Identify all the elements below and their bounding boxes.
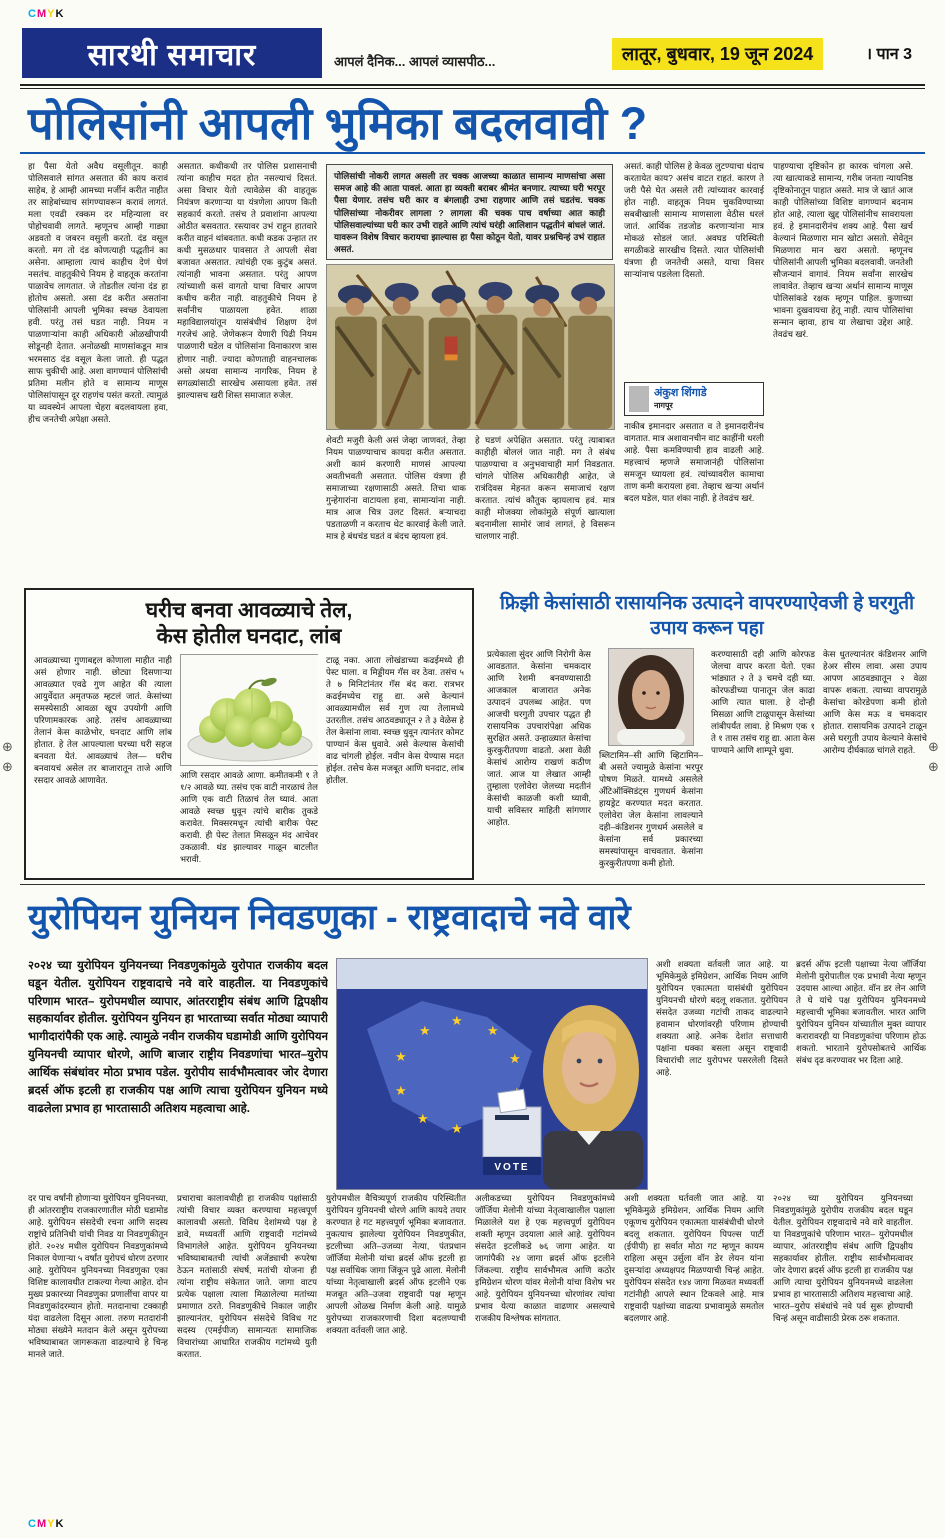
svg-text:★: ★ bbox=[451, 1014, 463, 1029]
amla-oil-article-box bbox=[24, 588, 474, 880]
lead-headline: पोलिसांनी आपली भुमिका बदलवावी ? bbox=[28, 98, 648, 149]
article1-pull-quote: पोलिसांची नोकरी लागत असली तर चक्क आजच्या काळात सामान्य माणसांचा असा समज आहे की आता पावलं. आता हा व्यक्ती बराबर श्रीमंत बनणार. त्याच्या घरी भरपूर पैसा येणार. तसंच घरी कार व बंगलाही उभा राहणार आणि तसं घडतंच. चक्क पोलिसांच्या नोकरीवर लागला ? लागला की चक्क पाच वर्षाच्या आत काही पोलिसवाल्यांच्या घरी कार उभी राहते आणि त्यांचं घरंही आलिशान पद्धतीनं बांधलं जातं. यावरून विशेष विचार करायचा झाल्यास हा पैसा कोठून येतो, यावर प्रश्नचिन्हं उभं राहात असतं. bbox=[326, 164, 613, 260]
cmyk-letter-m: M bbox=[36, 1518, 48, 1530]
svg-text:★: ★ bbox=[395, 1084, 407, 1099]
eu-elections-photo bbox=[336, 958, 648, 1190]
amla-headline-line2: केस होतील घनदाट, लांब bbox=[156, 625, 342, 649]
cmyk-print-marks-top bbox=[28, 8, 64, 20]
woman-photo bbox=[608, 648, 694, 746]
newspaper-title: सारथी समाचार bbox=[87, 38, 257, 72]
author-photo bbox=[629, 386, 649, 412]
article1-column-1: हा पैसा येतो अवैध वसूलीतून. काही पोलिसवाले सांगत असतात की काय करावं साहेब, हे आम्ही आमच्या मर्जीनं करीत नाहीत तर साहेबांच्याच सांगण्यावरून करावं लागतं. मला एवढी रक्कम दर महिन्याला वर पोहोचवावी लागते. म्हणूनच आम्ही गाड्या अडवतो व जबरन वसुली करतो. दंड वसूल करतो. मग तो दंड कोणत्याही पद्धतीनं का असेना. आम्हाला त्याचं काहीच देणं घेणं नसतंच. वाहतुकीचे नियम हे वाहतूक करतांना पाळावेच लागतात. जे तोडतील त्यांना दंड हा होतोच असतो. असा दंड करीत असतांना पोलिसांनी आपली भुमिका स्वच्छ ठेवायला हवी. परंतु तसं घडत नाही. नियम न पाळणाऱ्यांना काही अधिकारी ओळखीपायी सोडूनही देतात. अनोळखी माणसांकडून मात्र भरमसाठ दंड वसूल केला जातो. ही पद्धत साफ चुकीची आहे. अशा वागण्यानं पोलिसांची प्रतिमा मलीन होते व सामान्य माणूस पोलिसांपासून दूर राहणंच पसंत करतो. त्यामुळं या व्यवस्थेनं आपला चेहरा बदलवायला हवा, हीच जनतेची अपेक्षा असते. bbox=[28, 161, 168, 424]
svg-text:★: ★ bbox=[509, 1052, 521, 1067]
masthead-tagline: आपलं दैनिक... आपलं व्यासपीठ... bbox=[334, 54, 496, 69]
eu-column-right-b: ब्रदर्स ऑफ इटली पक्षाच्या नेत्या जॉर्जिया मेलोनी युरोपातील एक प्रभावी नेत्या म्हणून उदयास आल्या आहेत. वॉन डर लेन आणि ते घे यांचे पक्ष युरोपियन युनियनमध्ये महत्त्वाची भूमिका बजावतील. भारत आणि युरोपियन युनियन यांच्यातील मुक्त व्यापार करारावरही या निवडणुकांचा परिणाम होऊ शकतो. भारताने युरोपसोबतचे आर्थिक संबंध दृढ करण्यावर भर दिला आहे. bbox=[796, 959, 926, 1066]
article1-column-3: शेवटी मजुरी केली असं जेव्हा जाणवतं, तेव्हा नियम पाळण्याचाच कायदा करीत असतात. अशी कामं करणारी माणसं आपल्या अवतीभवती असतात. पोलिस यंत्रणा ही समाजाच्या रक्षणासाठी असते. तिचा धाक गुन्हेगारांना वाटायला हवा, सामान्यांना नाही. मात्र आज चित्र उलट दिसतं. बऱ्याचदा पडताळणी न करताच थेट कारवाई केली जाते. मात्र हे बंधचंड घडतं व बंदच व्हायला हवं. bbox=[326, 435, 466, 542]
eu-headline: युरोपियन युनियन निवडणुका - राष्ट्रवादाचे नवे वारे bbox=[28, 898, 631, 937]
svg-text:★: ★ bbox=[487, 1024, 499, 1039]
frizzy-hair-columns bbox=[487, 648, 927, 876]
svg-text:★: ★ bbox=[417, 1112, 429, 1127]
amla-column-1: आवळ्याच्या गुणाबद्दल कोणाला माहीत नाही असं होणार नाही. छोट्या दिसणाऱ्या आवळ्यात एवढे गुण आहेत की त्याला आयुर्वेदात अमृतफळ म्हटलं जातं. केसांच्या समस्येसाठी आवळा खूप उपयोगी आणि परिणामकारक आहे. तसंच आवळ्याच्या तेलानं केस काळेभोर, घनदाट आणि लांब होतात. हे तेल आपल्याला घरच्या घरी सहज बनवता येतं. आवळ्याचं तेल— घरीच बनवायचं असेल तर बाजारातून ताजे आणि रसदार आवळे आणावेत. bbox=[34, 655, 172, 786]
svg-text:★: ★ bbox=[451, 1122, 463, 1137]
masthead-rule bbox=[20, 84, 925, 86]
frizzy-hair-headline: फ्रिझी केसांसाठी रासायनिक उत्पादने वापरण्याऐवजी हे घरगुती उपाय करून पहा bbox=[499, 593, 915, 639]
registration-mark-icon: ⊕ bbox=[2, 759, 13, 774]
author-byline-box bbox=[624, 382, 764, 416]
cmyk-letter-y: Y bbox=[47, 1518, 56, 1530]
amla-headline-line1: घरीच बनवा आवळ्याचे तेल, bbox=[145, 599, 353, 622]
svg-text:★: ★ bbox=[395, 1050, 407, 1065]
vote-label: VOTE bbox=[494, 1162, 530, 1173]
amla-column-2 bbox=[180, 654, 318, 872]
eu-bottom-column-6: २०२४ च्या युरोपियन युनियनच्या निवडणुकांमुळे युरोपीय राजकीय बदल घडून येतील. युरोपियन राष्ट्रवादाचे नवे वारे वाहतील. या निवडणुकांचे परिणाम भारत– युरोपमधील व्यापार, आंतरराष्ट्रीय संबंध आणि द्विपक्षीय सहकार्यावर होतील. राष्ट्रीय सार्वभौमत्वावर जोर देणारा ब्रदर्स ऑफ इटली हा राजकीय पक्ष आणि त्याचा युरोपियन युनियनमध्ये वाढलेला प्रभाव हा भारतासाठी अतिशय महत्त्वाचा आहे. भारत–युरोप संबंधांचे नवे पर्व सुरू होण्याची चिन्हं असून वाढीसाठी प्रेरक ठरू शकतात. bbox=[773, 1193, 913, 1324]
eu-intro-paragraph: २०२४ च्या युरोपियन युनियनच्या निवडणुकांमुळे युरोपात राजकीय बदल घडून येतील. युरोपियन राष्ट्रवादाचे नवे वारे वाहतील. या निवडणुकांचे परिणाम भारत– युरोपमधील व्यापार, आंतरराष्ट्रीय संबंध आणि द्विपक्षीय सहकार्यावर होतील. युरोपियन युनियन हा भारताच्या सर्वात मोठ्या व्यापारी भागीदारांपैकी एक आहे. त्यामुळे नवीन राजकीय घडामोडी आणि युरोपियन युनियनची व्यापार धोरणे, आणि बाजार राष्ट्रीय निवडणांचा भारत–युरोप आर्थिक संबंधांवर मोठा प्रभाव पडेल. युरोपीय सार्वभौमत्वावर जोर देणारा ब्रदर्स ऑफ इटली हा राजकीय पक्ष आणि त्याचा युरोपियन युनियन मध्ये वाढलेला प्रभाव हा भारतासाठी अतिशय महत्वाचा आहे. bbox=[28, 960, 328, 1115]
registration-mark-icon: ⊕ bbox=[928, 759, 939, 774]
masthead-logo bbox=[22, 28, 322, 78]
cmyk-letter-m: M bbox=[36, 8, 48, 20]
frizzy-column-1: प्रत्येकाला सुंदर आणि निरोगी केस आवडतात. केसांना चमकदार आणि रेशमी बनवण्यासाठी आजकाल बाजारात अनेक उत्पादनं उपलब्ध आहेत. पण आजची घरगुती उपचार पद्धत ही रासायनिक उपचारांपेक्षा अधिक सुरक्षित असते. उन्हाळ्यात केसांचा कुरकुरीतपणा वाढतो. अशा वेळी केसांचं आरोग्य राखणं कठीण जातं. आज या लेखात आम्ही तुम्हाला एलोवेरा जेलच्या मदतीनं केसांची काळजी कशी घ्यावी, याची सविस्तर माहिती सांगणार आहोत. bbox=[487, 649, 591, 828]
section-divider-rule bbox=[20, 884, 925, 885]
cmyk-letter-y: Y bbox=[47, 8, 56, 20]
article1-column-4: हे घडणं अपेक्षित असतात. परंतु त्याबाबत काहीही बोललं जात नाही. मग ते संबंध पाळण्याचा व अनुभवाचाही मार्ग निवडतात. चांगले पोलिस अधिकारीही आहेत, जे रात्रंदिवस मेहनत करून समाजाचं रक्षण करतात. त्यांचं कौतुक व्हायलाच हवं. मात्र काही मोजक्या लोकांमुळे संपूर्ण खात्याला बदनामीला सामोरं जावं लागतं, हे विसरून चालणार नाही. bbox=[475, 435, 615, 542]
frizzy-column-2 bbox=[599, 648, 703, 876]
page-number: । पान 3 bbox=[866, 46, 912, 63]
cmyk-letter-k: K bbox=[55, 1518, 65, 1530]
article1-column-5-top: असतं. काही पोलिस हे केवळ लुटण्याचा धंदाच करतायेत काय? असंच वाटत राहतं. कारण ते जरी पैसे घेत असले तरी त्यांच्यावर कारवाई होत नाही. वाहतूक नियम चुकविण्याच्या सबबीखाली सामान्य माणसाला वेठीस धरलं जातं. आर्थिक तडजोड करणाऱ्यांना मात्र मोकळं सोडलं जातं. अवघड परिस्थिती सगळीकडे सारखीच दिसते. त्यात पोलिसांची यंत्रणा ही जनतेची असते, याचा विसर साऱ्यांनाच पडलेला दिसतो. bbox=[624, 161, 764, 280]
amla-photo bbox=[180, 654, 318, 766]
police-photo bbox=[326, 264, 615, 430]
frizzy-column-3: करण्यासाठी दही आणि कोरफड जेलचा वापर करता येतो. एका भांड्यात २ ते ३ चमचे दही घ्या. कोरफडीच्या पानातून जेल काढा आणि त्यात घाला. हे दोन्ही मिसळा आणि टाळूपासून केसांच्या लांबीपर्यंत लावा. हे मिश्रण एक १ ते १ तास तसंच राहू द्या. आता केस पाण्याने आणि शाम्पूने धुवा. bbox=[711, 649, 815, 756]
cmyk-print-marks-bottom bbox=[28, 1518, 64, 1530]
eu-bottom-column-1: दर पाच वर्षांनी होणाऱ्या युरोपियन युनियनच्या, ही आंतरराष्ट्रीय राजकारणातील मोठी घडामोड आहे. युरोपियन संसदेची रचना आणि सदस्य राष्ट्रांचे प्रतिनिधी यांची निवड या निवडणुकीतून होते. २०२४ मधील युरोपियन निवडणुकांमध्ये निकाल येणाऱ्या ५ वर्षांत युरोपचं धोरण ठरणार आहे. युरोपियन युनियनच्या निवडणुका एका विशिष्ट कालावधीत टाकल्या गेल्या आहेत. दोन मुख्य प्रकारच्या निवडणुका प्रणालींचा वापर या निवडणुकांदरम्यान होतो. मतदानाचा टक्काही यंदा वाढलेला दिसून आला. तरुण मतदारांनी मोठ्या संख्येने मतदान केले असून युरोपच्या भविष्याबाबत जागरूकता वाढल्याचे हे चिन्ह मानले जाते. bbox=[28, 1193, 168, 1360]
article1-column-6: पाहण्याचा दृष्टिकोन हा कारक चांगला असे. त्या खात्याकडे सामान्य, गरीब जनता न्यायनिष्ठ दृष्टिकोनातून पाहात असते. मात्र जे खातं आज काही पोलिसांच्या विशिष्ट वागण्यानं बदनाम होत आहे, त्याला खुद्द पोलिसांनीच सावरायला हवं. हे इमानदारीनंच शक्य आहे. पैसा खर्च केल्यानं मिळणारा मान खोटा असतो. सेवेतून मिळणारा मान खरा असतो. म्हणूनच पोलिसांनी आपली भुमिका बदलवावी. जनतेशी सौजन्यानं वागावं. नियम सर्वांना सारखेच लावावेत. तेव्हाच खऱ्या अर्थानं सामान्य माणूस पोलिसांकडे रक्षक म्हणून पाहिल. कुणाच्या भावना दुखवायचा हेतू नाही. त्याच पोलिसांचा सन्मान व्हावा, हाच या लेखाचा उद्देश आहे. तेवढंच खरं. bbox=[773, 161, 913, 340]
edition-date: लातूर, बुधवार, 19 जून 2024 bbox=[612, 38, 823, 70]
eu-bottom-column-4: अलीकडच्या युरोपियन निवडणुकांमध्ये जॉर्जिया मेलोनी यांच्या नेतृत्वाखालील पक्षाला मिळालेले यश हे एक महत्त्वपूर्ण युरोपियन शक्ती म्हणून उदयाला आले आहे. युरोपियन संसदेत इटलीकडे ७६ जागा आहेत. या जागांपैकी २४ जागा ब्रदर्स ऑफ इटलीने जिंकल्या. राष्ट्रीय सार्वभौमत्व आणि कठोर इमिग्रेशन धोरण यांवर मेलोनी यांचा विशेष भर आहे. युरोपियन युनियनच्या धोरणांवर त्यांचा प्रभाव येत्या काळात वाढणार असल्याचे राजकीय विश्लेषक सांगतात. bbox=[475, 1193, 615, 1324]
article1-column-2: असतात. कधीकधी तर पोलिस प्रशासनाची त्यांना काहीच मदत होत नसल्याचं दिसतं. असा विचार येतो त्यावेळेस की वाहतूक नियंत्रण करणाऱ्या या यंत्रणेला आपण किती सहकार्य करतो. तसंच ते प्रवाशांना आपल्या ओठीत बसवतात. रस्त्यावर उभं राहून हातवारे करीत वाहनं थांबवतात. कधी कडक उन्हात तर कधी मुसळधार पावसात ते आपली सेवा बजावत असतात. त्यांचंही एक कुटुंब असतं. त्यांनाही भावना असतात. परंतु आपण त्यांच्याशी कसं वागतो याचा विचार आपण कधीच करीत नाही. वाहतुकीचे नियम हे सर्वांनीच पाळायला हवेत. शाळा महाविद्यालयांतून यासंबंधीचं शिक्षण देणं गरजेचं आहे. जेणेकरून येणारी पिढी नियम पाळणारी घडेल व पोलिसांना विनाकारण त्रास होणार नाही. ज्यादा कोणताही वाहनचालक असो अथवा सामान्य नागरिक, नियम हे सगळ्यांसाठी सारखेच असायला हवेत. तसं झाल्यासच खरी शिस्त समाजात रुजेल. bbox=[177, 161, 317, 400]
article1-column-5-bottom: नाकीब इमानदार असतात व ते इमानदारीनंच वागतात. मात्र अशावानचीन वाट काहींनी धरली आहे. पैसा कमविण्याची हाव वाढली आहे. महत्त्वाचं म्हणजे समाजानंही पोलिसांना समजून घ्यायला हवं. त्यांच्यावरील कामाचा ताण कमी करायला हवा. तेव्हाच खऱ्या अर्थानं बदल घडेल, यात शंका नाही. हे तेवढंच खरं. bbox=[624, 421, 764, 504]
cmyk-letter-c: C bbox=[28, 8, 37, 20]
frizzy-column-4: केस धुतल्यानंतर कंडिशनर आणि हेअर सीरम लावा. असा उपाय आपण आठवड्यातून २ वेळा वापरू शकता. त्याच्या वापरामुळे केसांचा कोरडेपणा कमी होतो आणि केस मऊ व चमकदार होतात. रासायनिक उत्पादने टाळून असे घरगुती उपाय केल्याने केसांचे आरोग्य दीर्घकाळ चांगले राहते. bbox=[823, 649, 927, 756]
eu-bottom-column-5: अशी शक्यता घर्तवली जात आहे. या भूमिकेमुळे इमिग्रेशन, आर्थिक नियम आणि एकूणच युरोपियन एकात्मता यासंबंधीची धोरणे बदलू शकतात. युरोपियन पिपल्स पार्टी (ईपीपी) हा सर्वात मोठा गट म्हणून कायम राहिला असून उर्सुला वॉन डेर लेयन यांना दुसऱ्यांदा अध्यक्षपद मिळण्याची चिन्हं आहेत. युरोपियन संसदेत १४४ जागा मिळवत मध्यवर्ती गटांनीही आपले स्थान टिकवले आहे. मात्र राष्ट्रवादी पक्षांच्या वाढत्या प्रभावामुळे समतोल बदलणार आहे. bbox=[624, 1193, 764, 1324]
eu-bottom-column-3: युरोपमधील वैचित्र्यपूर्ण राजकीय परिस्थितीत युरोपियन युनियनची धोरणे आणि कायदे तयार करण्यात हे गट महत्त्वपूर्ण भूमिका बजावतात. नुकत्याच झालेल्या युरोपियन निवडणुकीत, इटलीच्या अति–उजव्या नेत्या, पंतप्रधान जॉर्जिया मेलोनी यांचा ब्रदर्स ऑफ इटली हा पक्ष सर्वाधिक जागा जिंकून पुढे आला. मेलोनी यांच्या नेतृत्वाखाली ब्रदर्स ऑफ इटलीने एक मजबूत अति–उजवा राष्ट्रवादी पक्ष म्हणून आपली ओळख निर्माण केली आहे. यामुळे युरोपच्या राजकारणाची दिशा बदलण्याची शक्यता वर्तवली जात आहे. bbox=[326, 1193, 466, 1336]
eu-bottom-column-2: प्रचाराचा कालावधीही हा राजकीय पक्षांसाठी त्यांची विचार व्यक्त करण्याचा महत्त्वपूर्ण कालावधी असतो. विविध देशांमध्ये पक्ष हे डावे, मध्यवर्ती आणि राष्ट्रवादी गटांमध्ये विभागलेले आहेत. युरोपियन युनियनच्या भविष्याबाबतची त्यांची अजेंड्याची रूपरेषा ठेऊन मतांसाठी संघर्ष, मतांची योजना ही त्यांना राष्ट्रीय संकेतात जाते. जागा वाटप प्रत्येक पक्षाला त्याला मिळालेल्या मतांच्या प्रमाणात ठरते. निवडणुकीचे निकाल जाहीर झाल्यानंतर, युरोपियन संसदेचे विविध गट सदस्य (एमईपीज) सामान्यतः सामाजिक विचारांच्या आधारित राजकीय गटांमध्ये युती करतात. bbox=[177, 1193, 317, 1360]
amla-column-2-text: आणि रसदार आवळे आणा. कमीतकमी १ ते १/२ आवळे घ्या. तसंच एक वाटी नारळाचं तेल आणि एक वाटी तिळाचं तेल घ्यावं. आता आवळे स्वच्छ धुवून त्यांचे बारीक तुकडे करावेत. मिक्सरमधून त्यांची बारीक पेस्ट करावी. ही पेस्ट तेलात मिसळून मंद आचेवर उकळावी. थंड झाल्यावर गाळून बाटलीत भरावी. bbox=[180, 770, 318, 865]
amla-headline bbox=[26, 598, 472, 651]
eu-column-right-a: अशी शक्यता वर्तवली जात आहे. या भूमिकेमुळे इमिग्रेशन, आर्थिक नियम आणि युरोपियन एकात्मता यासंबंधी युरोपियन युनियनची धोरणे बदलू शकतात. युरोपियन संसदेत उजव्या गटांची ताकद वाढल्याने हवामान धोरणांवरही परिणाम होण्याची शक्यता आहे. अनेक देशांत सत्ताधारी पक्षांना धक्का बसला असून राष्ट्रवादी विचारांची लाट युरोपभर पसरलेली दिसते आहे. bbox=[656, 959, 788, 1078]
cmyk-letter-c: C bbox=[28, 1518, 37, 1530]
headline-rule bbox=[20, 152, 925, 154]
registration-mark-icon: ⊕ bbox=[928, 739, 939, 754]
author-name: अंकुश शिंगाडे bbox=[654, 387, 707, 400]
author-place: नागपूर bbox=[654, 400, 673, 410]
amla-column-3: टाळू नका. आता लोखंडाच्या कढईमध्ये ही पेस्ट घाला. व मिड्डीयम गॅस वर ठेवा. तसंच ५ ते ७ मिनिटांनंतर गॅस बंद करा. रात्रभर कढईमध्येच राहू द्या. असे केल्यानं आवळ्यामधील सर्व गुण त्या तेलामध्ये उतरतील. तसंच आठवड्यातून २ ते ३ वेळेस हे तेल केसांना लावा. स्वच्छ धुवून त्यानंतर कोमट पाण्यानं केस धुवावे. असे केल्यास केसांची वाढ चांगली होईल. नवीन केस येण्यास मदत होईल. तसेच केस मजबूत आणि घनदाट, लांब होतील. bbox=[326, 655, 464, 786]
article1-column-5 bbox=[624, 160, 764, 586]
frizzy-column-2-text: ब्लिटामिन–सी आणि व्हिटामिन–बी असते ज्यामुळे केसांना भरपूर पोषण मिळते. यामध्ये असलेले अँटिऑक्सिडंट्स गुणधर्म केसांना हायड्रेट करण्यात मदत करतात. एलोवेरा जेल केसांना लावल्याने दही–कंडिशनर गुणधर्म असलेले व केसांना सर्व प्रकारच्या समस्यांपासून वाचवतात. केसांना कुरकुरीतपणा कमी होतो. bbox=[599, 750, 703, 869]
registration-mark-icon: ⊕ bbox=[2, 739, 13, 754]
svg-text:★: ★ bbox=[419, 1024, 431, 1039]
masthead-rule-thin bbox=[20, 88, 925, 89]
cmyk-letter-k: K bbox=[55, 8, 65, 20]
